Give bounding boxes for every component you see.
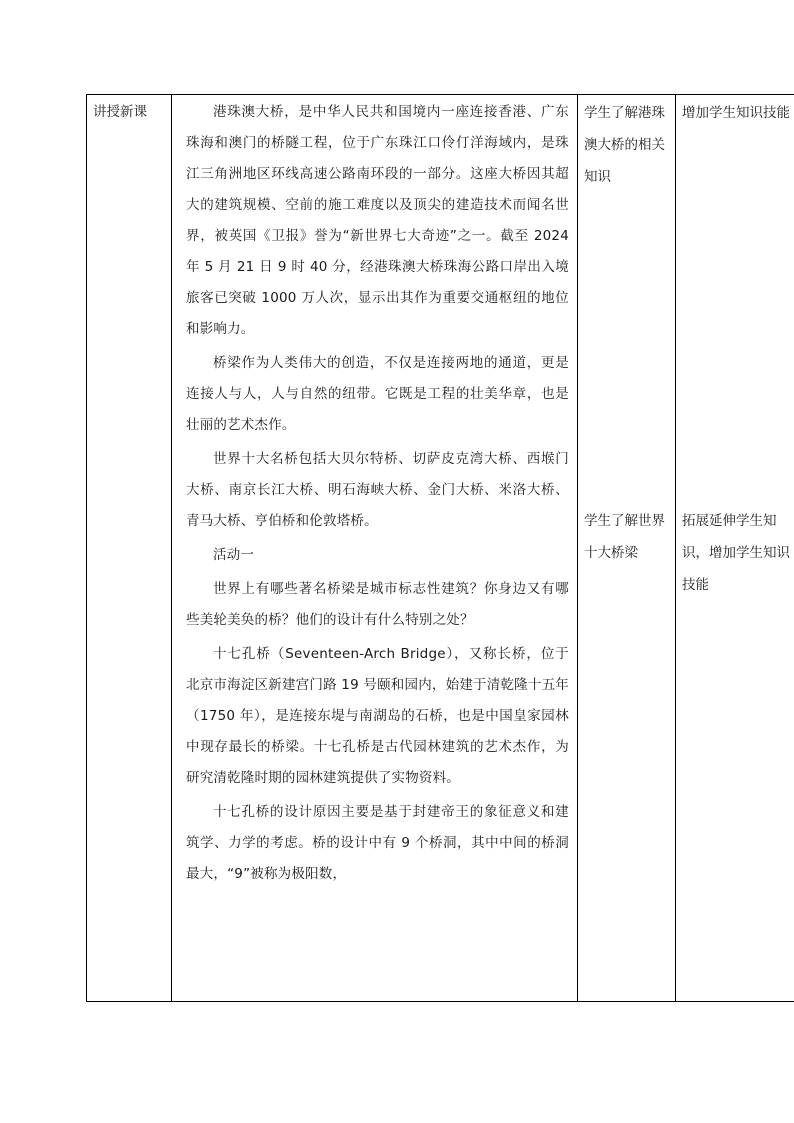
design-intent-2: 拓展延伸学生知识，增加学生知识技能 bbox=[682, 513, 790, 593]
paragraph-activity-questions: 世界上有哪些著名桥梁是城市标志性建筑？你身边又有哪些美轮美奂的桥？他们的设计有什么特别之处？ bbox=[186, 581, 569, 628]
paragraph-hzmb-intro: 港珠澳大桥，是中华人民共和国境内一座连接香港、广东珠海和澳门的桥隧工程，位于广东珠江口伶仃洋海域内，是珠江三角洲地区环线高速公路南环段的一部分。这座大桥因其超大的建筑规模、空前的施工难度以及顶尖的建造技术而闻名世界，被英国《卫报》誉为“新世界七大奇迹”之一。截至 2024 年 5 月 21 日 9 时 40 分，经港珠澳大桥珠海公路口岸出入境旅客已突破 1000 万人次，显示出其作为重要交通枢纽的地位和影响力。 bbox=[186, 104, 569, 337]
table-row bbox=[87, 95, 794, 1002]
teaching-content-cell bbox=[172, 95, 578, 1002]
lesson-plan-table bbox=[86, 94, 794, 1002]
student-activity-column bbox=[578, 95, 675, 561]
design-intent-1: 增加学生知识技能 bbox=[682, 105, 790, 121]
activity-heading: 活动一 bbox=[213, 547, 255, 563]
stage-label: 讲授新课 bbox=[93, 104, 147, 120]
student-activity-2: 学生了解世界十大桥梁 bbox=[584, 513, 665, 561]
paragraph-bridge-design: 十七孔桥的设计原因主要是基于封建帝王的象征意义和建筑学、力学的考虑。桥的设计中有 9 个桥洞，其中中间的桥洞最大，“9”被称为极阳数， bbox=[186, 804, 569, 882]
paragraph-bridge-meaning: 桥梁作为人类伟大的创造，不仅是连接两地的通道，更是连接人与人，人与自然的纽带。它既是工程的壮美华章，也是壮丽的艺术杰作。 bbox=[186, 355, 569, 433]
stage-cell bbox=[87, 95, 172, 1002]
teaching-content bbox=[172, 95, 577, 890]
student-activity-cell bbox=[578, 95, 676, 1002]
paragraph-top-ten-bridges: 世界十大名桥包括大贝尔特桥、切萨皮克湾大桥、西堠门大桥、南京长江大桥、明石海峡大桥、金门大桥、米洛大桥、青马大桥、亨伯桥和伦敦塔桥。 bbox=[186, 451, 569, 529]
design-intent-column bbox=[676, 95, 794, 593]
design-intent-cell bbox=[676, 95, 794, 1002]
paragraph-seventeen-arch-bridge: 十七孔桥（Seventeen-Arch Bridge），又称长桥，位于北京市海淀区新建宫门路 19 号颐和园内，始建于清乾隆十五年（1750 年），是连接东堤与南湖岛的石桥，也是中国皇家园林中现存最长的桥梁。十七孔桥是古代园林建筑的艺术杰作，为研究清乾隆时期的园林建筑提供了实物资料。 bbox=[186, 646, 569, 786]
student-activity-1: 学生了解港珠澳大桥的相关知识 bbox=[584, 105, 665, 185]
